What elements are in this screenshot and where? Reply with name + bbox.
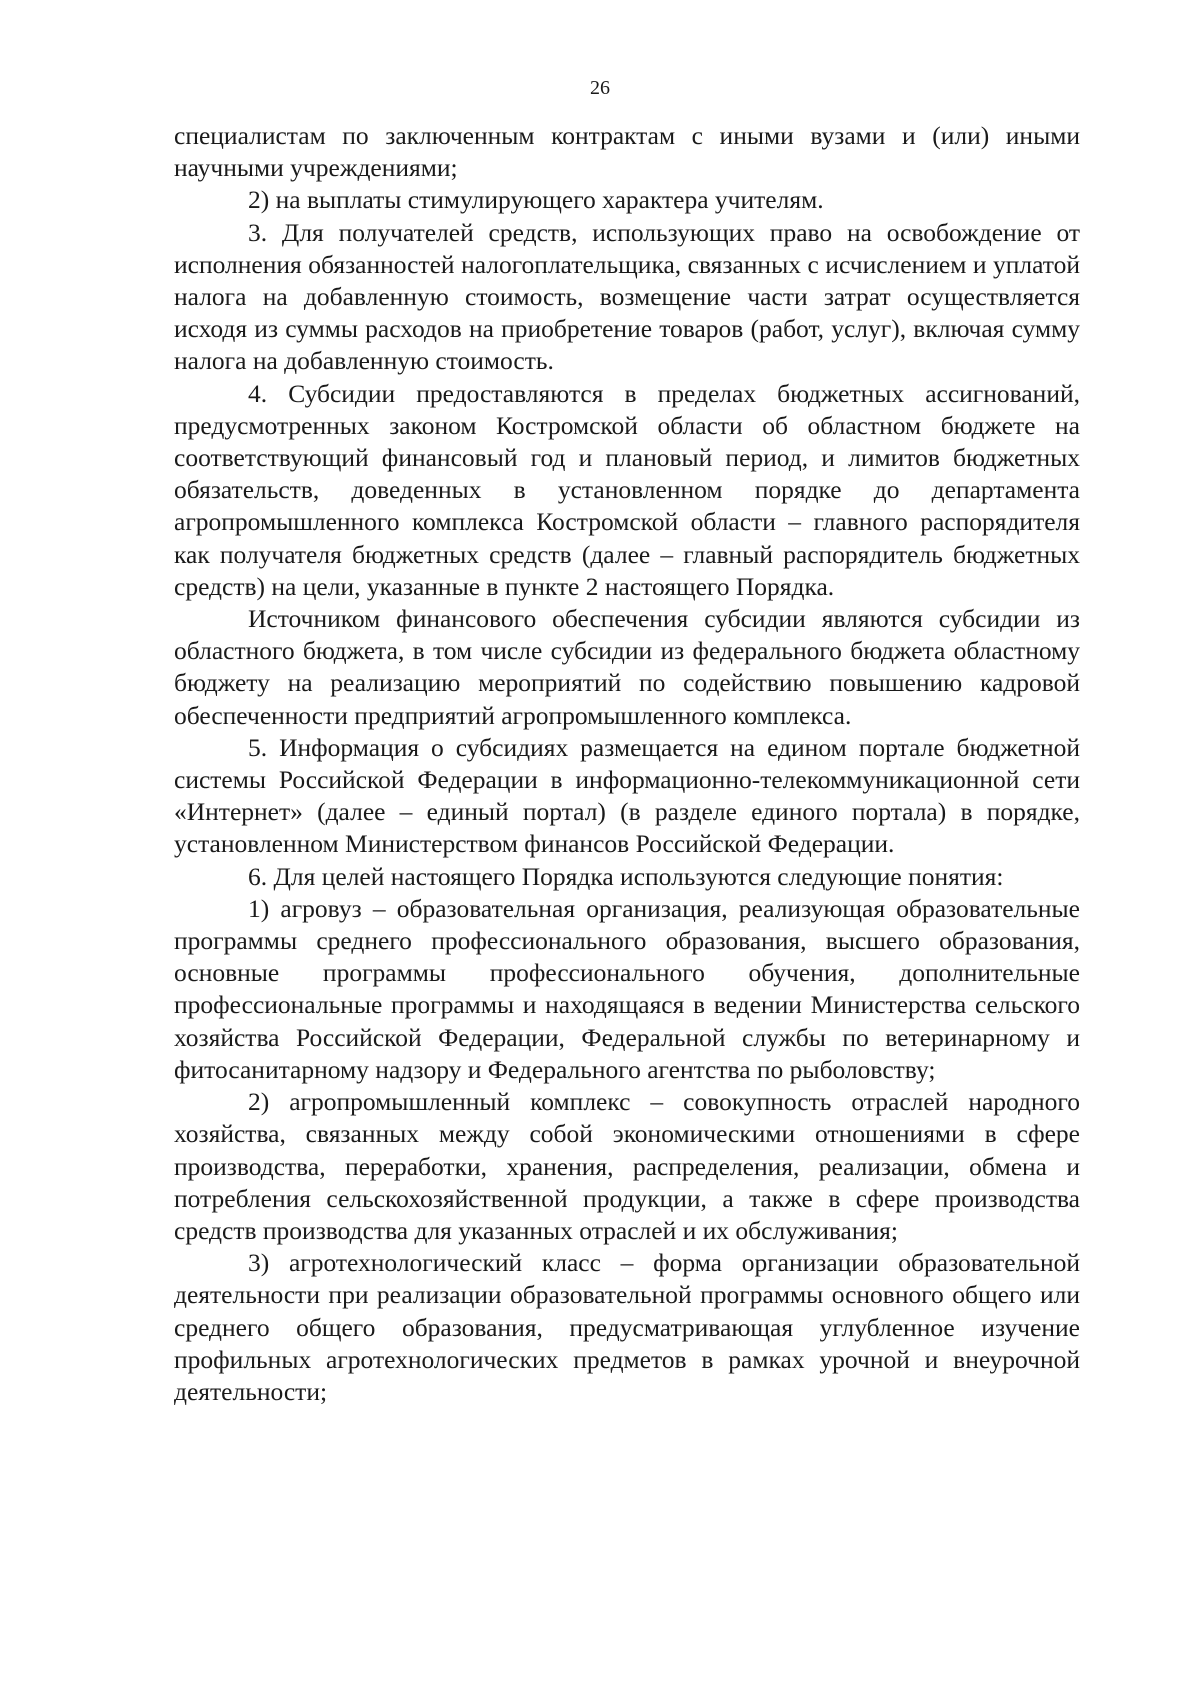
paragraph: 2) агропромышленный комплекс – совокупность отраслей народного хозяйства, связанных между собой экономическими отношениями в сфере производства, переработки, хранения, распределения, реализации, обмена и потребления сельскохозяйственной продукции, а также в сфере производства средств производства для указанных отраслей и их обслуживания; [174,1087,1080,1245]
page-number: 26 [590,77,610,99]
paragraph: 1) агровуз – образовательная организация, реализующая образовательные программы среднего профессионального образования, высшего образования, основные программы профессионального обучения, дополнительные профессиональные программы и находящаяся в ведении Министерства сельского хозяйства Российской Федерации, Федеральной службы по ветеринарному и фитосанитарному надзору и Федерального агентства по рыболовству; [174,893,1080,1084]
paragraph: 6. Для целей настоящего Порядка используются следующие понятия: [248,861,1004,891]
paragraph: специалистам по заключенным контрактам с иными вузами и (или) иными научными учреждениями; [174,121,1080,183]
paragraph: 5. Информация о субсидиях размещается на едином портале бюджетной системы Российской Федерации в информационно-телекоммуникационной сети «Интернет» (далее – единый портал) (в разделе единого портала) в порядке, установленном Министерством финансов Российской Федерации. [174,732,1080,859]
paragraph: Источником финансового обеспечения субсидии являются субсидии из областного бюджета, в том числе субсидии из федерального бюджета областному бюджету на реализацию мероприятий по содействию повышению кадровой обеспеченности предприятий агропромышленного комплекса. [174,604,1080,730]
paragraph: 4. Субсидии предоставляются в пределах бюджетных ассигнований, предусмотренных законом Костромской области об областном бюджете на соответствующий финансовый год и плановый период, и лимитов бюджетных обязательств, доведенных в установленном порядке до департамента агропромышленного комплекса Костромской области – главного распорядителя как получателя бюджетных средств (далее – главный распорядитель бюджетных средств) на цели, указанные в пункте 2 настоящего Порядка. [174,378,1080,601]
paragraph: 2) на выплаты стимулирующего характера учителям. [248,185,824,215]
paragraph: 3. Для получателей средств, использующих право на освобождение от исполнения обязанностей налогоплательщика, связанных с исчислением и уплатой налога на добавленную стоимость, возмещение части затрат осуществляется исходя из суммы расходов на приобретение товаров (работ, услуг), включая сумму налога на добавленную стоимость. [174,217,1080,376]
document-body [174,120,1080,1408]
paragraph: 3) агротехнологический класс – форма организации образовательной деятельности при реализации образовательной программы основного общего или среднего общего образования, предусматривающая углубленное изучение профильных агротехнологических предметов в рамках урочной и внеурочной деятельности; [174,1248,1080,1406]
